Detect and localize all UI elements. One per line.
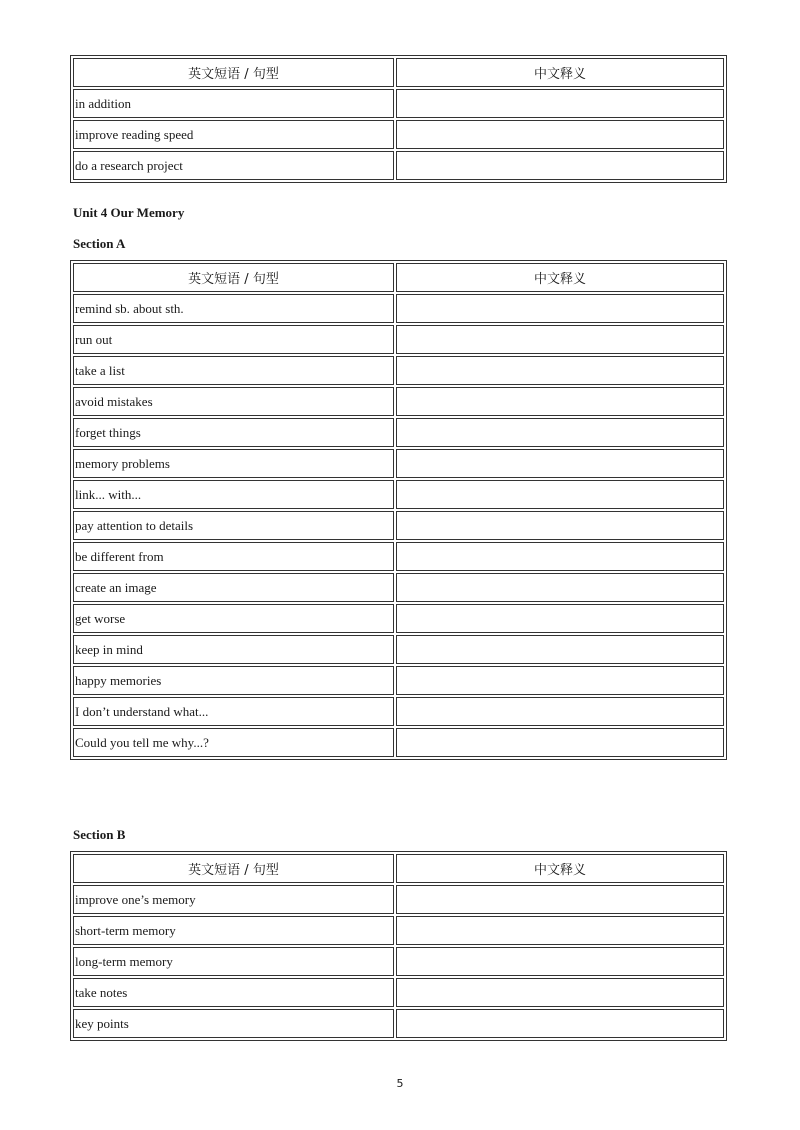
header-chinese: 中文释义 [396, 263, 724, 292]
table-row [73, 728, 724, 757]
english-phrase: keep in mind [73, 635, 394, 664]
table-row [73, 418, 724, 447]
table-header-row [73, 263, 724, 292]
chinese-answer-cell[interactable] [396, 120, 724, 149]
table-row [73, 604, 724, 633]
vocab-table-section-b [70, 851, 727, 1041]
chinese-answer-cell[interactable] [396, 294, 724, 323]
english-phrase: avoid mistakes [73, 387, 394, 416]
chinese-answer-cell[interactable] [396, 666, 724, 695]
chinese-answer-cell[interactable] [396, 511, 724, 540]
english-phrase: take notes [73, 978, 394, 1007]
chinese-answer-cell[interactable] [396, 1009, 724, 1038]
page-number: 5 [396, 1077, 404, 1090]
chinese-answer-cell[interactable] [396, 573, 724, 602]
table-row [73, 449, 724, 478]
chinese-answer-cell[interactable] [396, 480, 724, 509]
table-row [73, 120, 724, 149]
table-row [73, 151, 724, 180]
chinese-answer-cell[interactable] [396, 89, 724, 118]
table-row [73, 666, 724, 695]
english-phrase: improve one’s memory [73, 885, 394, 914]
vocab-table-prev [70, 55, 727, 183]
table-row [73, 480, 724, 509]
section-b-title: Section B [73, 827, 126, 842]
header-english: 英文短语 / 句型 [73, 58, 394, 87]
english-phrase: be different from [73, 542, 394, 571]
table-row [73, 89, 724, 118]
table-row [73, 511, 724, 540]
english-phrase: create an image [73, 573, 394, 602]
chinese-answer-cell[interactable] [396, 387, 724, 416]
header-english: 英文短语 / 句型 [73, 263, 394, 292]
header-chinese: 中文释义 [396, 58, 724, 87]
english-phrase: memory problems [73, 449, 394, 478]
english-phrase: in addition [73, 89, 394, 118]
table-row [73, 885, 724, 914]
english-phrase: happy memories [73, 666, 394, 695]
chinese-answer-cell[interactable] [396, 356, 724, 385]
chinese-answer-cell[interactable] [396, 418, 724, 447]
chinese-answer-cell[interactable] [396, 325, 724, 354]
table-row [73, 542, 724, 571]
chinese-answer-cell[interactable] [396, 947, 724, 976]
english-phrase: link... with... [73, 480, 394, 509]
table-row [73, 978, 724, 1007]
table-row [73, 697, 724, 726]
english-phrase: remind sb. about sth. [73, 294, 394, 323]
table-row [73, 325, 724, 354]
section-a-title: Section A [73, 236, 126, 251]
table-row [73, 573, 724, 602]
vocab-table-section-a [70, 260, 727, 760]
table-row [73, 916, 724, 945]
unit-title: Unit 4 Our Memory [73, 205, 185, 220]
english-phrase: I don’t understand what... [73, 697, 394, 726]
header-chinese: 中文释义 [396, 854, 724, 883]
english-phrase: get worse [73, 604, 394, 633]
english-phrase: Could you tell me why...? [73, 728, 394, 757]
chinese-answer-cell[interactable] [396, 635, 724, 664]
table-row [73, 947, 724, 976]
table-row [73, 356, 724, 385]
chinese-answer-cell[interactable] [396, 885, 724, 914]
chinese-answer-cell[interactable] [396, 916, 724, 945]
chinese-answer-cell[interactable] [396, 542, 724, 571]
table-row [73, 635, 724, 664]
table-header-row [73, 58, 724, 87]
table-row [73, 1009, 724, 1038]
table-row [73, 294, 724, 323]
english-phrase: run out [73, 325, 394, 354]
chinese-answer-cell[interactable] [396, 449, 724, 478]
english-phrase: improve reading speed [73, 120, 394, 149]
english-phrase: take a list [73, 356, 394, 385]
chinese-answer-cell[interactable] [396, 978, 724, 1007]
table-row [73, 387, 724, 416]
english-phrase: long-term memory [73, 947, 394, 976]
english-phrase: short-term memory [73, 916, 394, 945]
english-phrase: do a research project [73, 151, 394, 180]
table-header-row [73, 854, 724, 883]
english-phrase: forget things [73, 418, 394, 447]
chinese-answer-cell[interactable] [396, 728, 724, 757]
chinese-answer-cell[interactable] [396, 151, 724, 180]
chinese-answer-cell[interactable] [396, 697, 724, 726]
english-phrase: key points [73, 1009, 394, 1038]
english-phrase: pay attention to details [73, 511, 394, 540]
header-english: 英文短语 / 句型 [73, 854, 394, 883]
chinese-answer-cell[interactable] [396, 604, 724, 633]
